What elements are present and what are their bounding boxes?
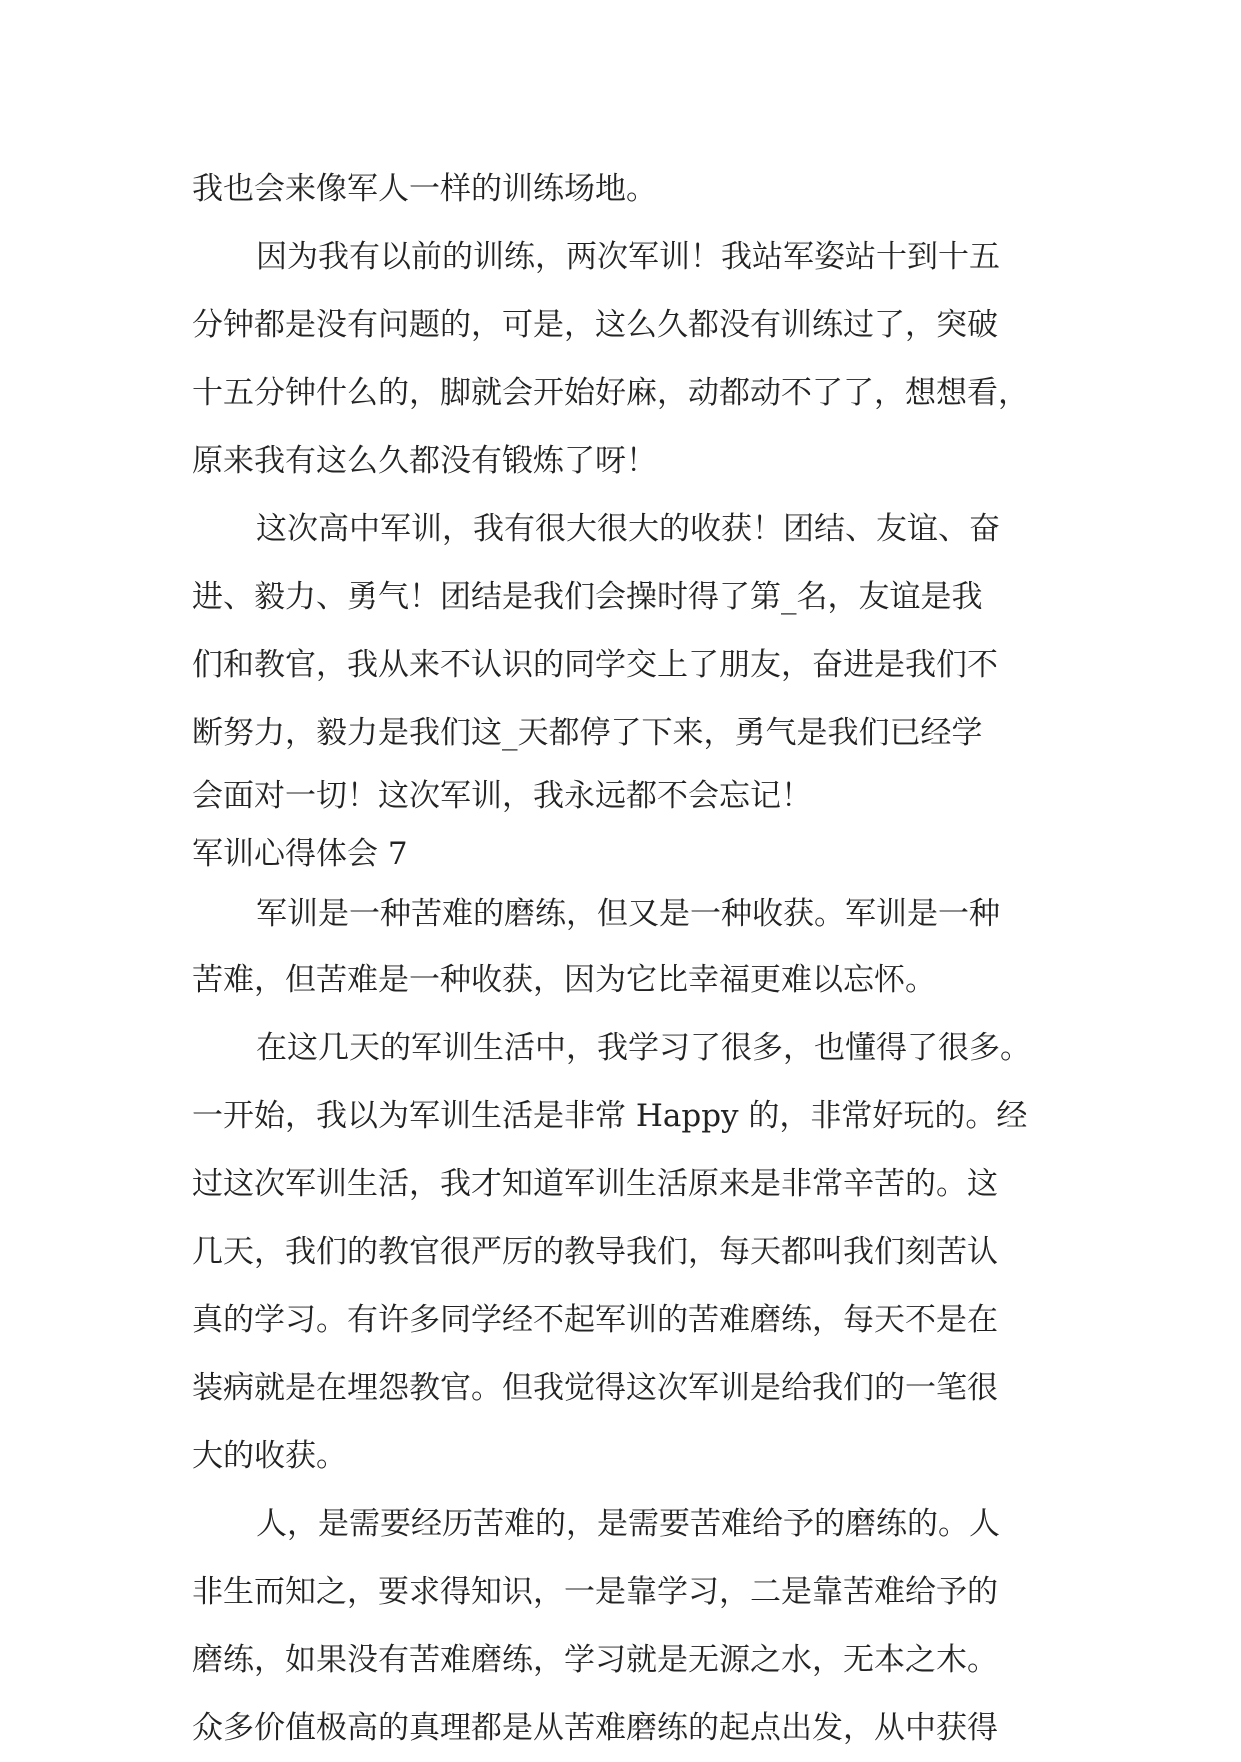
paragraph-start-line: 人，是需要经历苦难的，是需要苦难给予的磨练的。人 <box>256 1506 1000 1542</box>
text-line: 真的学习。有许多同学经不起军训的苦难磨练，每天不是在 <box>192 1302 998 1338</box>
paragraph-start-line: 军训是一种苦难的磨练，但又是一种收获。军训是一种 <box>256 896 1000 932</box>
text-line: 原来我有这么久都没有锻炼了呀！ <box>192 443 657 479</box>
document-body <box>192 155 1072 1762</box>
text-line: 过这次军训生活，我才知道军训生活原来是非常辛苦的。这 <box>192 1166 998 1202</box>
text-line: 非生而知之，要求得知识，一是靠学习，二是靠苦难给予的 <box>192 1574 998 1610</box>
paragraph-start-line: 这次高中军训，我有很大很大的收获！团结、友谊、奋 <box>256 511 1000 547</box>
paragraph-start-line: 在这几天的军训生活中，我学习了很多，也懂得了很多。 <box>256 1030 1031 1066</box>
text-line: 十五分钟什么的，脚就会开始好麻，动都动不了了，想想看， <box>192 375 1029 411</box>
text-line: 磨练，如果没有苦难磨练，学习就是无源之水，无本之木。 <box>192 1642 998 1678</box>
text-line: 大的收获。 <box>192 1438 347 1474</box>
text-line: 进、毅力、勇气！团结是我们会操时得了第_名，友谊是我 <box>192 579 983 615</box>
text-line: 会面对一切！这次军训，我永远都不会忘记！ <box>192 778 812 814</box>
text-line: 分钟都是没有问题的，可是，这么久都没有训练过了，突破 <box>192 307 998 343</box>
text-line: 一开始，我以为军训生活是非常 Happy 的，非常好玩的。经 <box>192 1098 1028 1134</box>
text-line: 苦难，但苦难是一种收获，因为它比幸福更难以忘怀。 <box>192 962 936 998</box>
text-line: 众多价值极高的真理都是从苦难磨练的起点出发，从中获得 <box>192 1710 998 1746</box>
paragraph-start-line: 因为我有以前的训练，两次军训！我站军姿站十到十五 <box>256 239 1000 275</box>
text-line: 几天，我们的教官很严厉的教导我们，每天都叫我们刻苦认 <box>192 1234 998 1270</box>
text-line: 我也会来像军人一样的训练场地。 <box>192 171 657 207</box>
text-line: 断努力，毅力是我们这_天都停了下来，勇气是我们已经学 <box>192 715 983 751</box>
section-heading: 军训心得体会 7 <box>192 836 408 872</box>
text-line: 们和教官，我从来不认识的同学交上了朋友，奋进是我们不 <box>192 647 998 683</box>
text-line: 装病就是在埋怨教官。但我觉得这次军训是给我们的一笔很 <box>192 1370 998 1406</box>
